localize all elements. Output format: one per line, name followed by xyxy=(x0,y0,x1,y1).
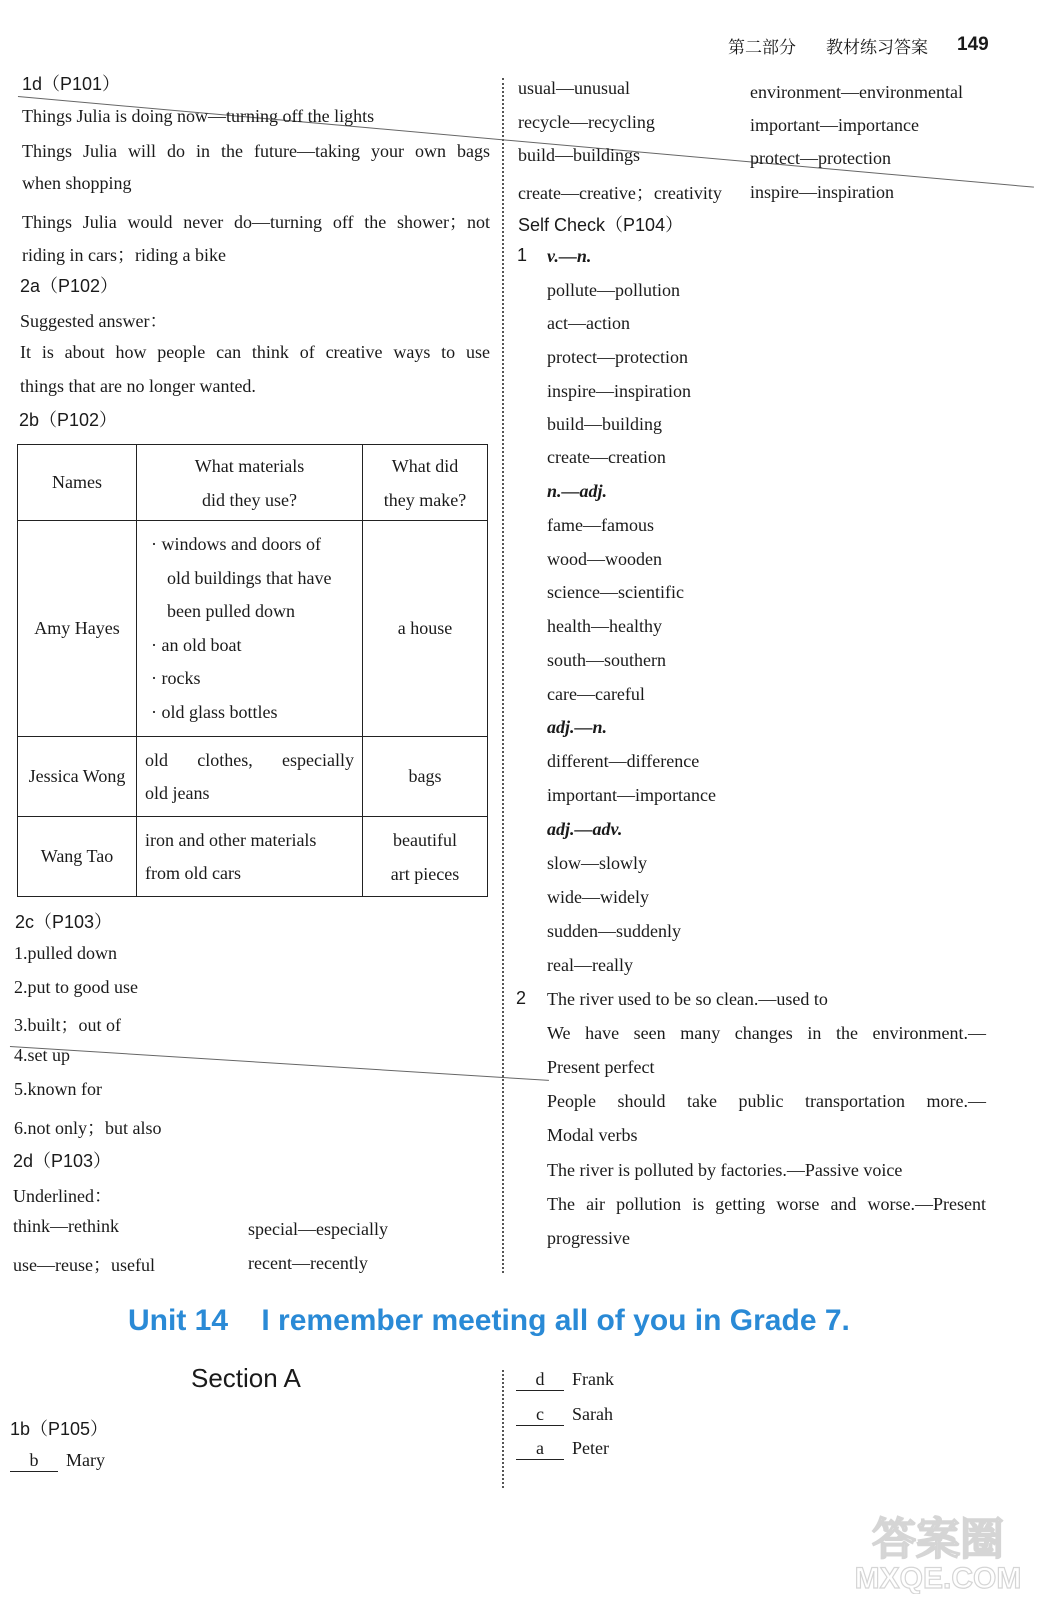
heading-2c: 2c（P103） xyxy=(15,912,113,932)
answer-blank: c xyxy=(516,1404,564,1426)
answer-line: 3.built；out of xyxy=(14,1015,121,1035)
row-name xyxy=(18,521,137,737)
sentence-line: We have seen many changes in the environment.— xyxy=(547,1023,986,1043)
item-number: 1 xyxy=(517,245,528,265)
section-title: Section A xyxy=(191,1363,301,1393)
text-line: It is about how people can think of creative ways to use xyxy=(20,342,490,362)
item-number: 2 xyxy=(516,988,527,1008)
answer-line: 5.known for xyxy=(14,1079,102,1099)
row-make-label: a house xyxy=(397,618,453,638)
word-pair: protect—protection xyxy=(750,148,891,168)
table-header-row xyxy=(18,445,488,521)
person-name: Peter xyxy=(572,1438,609,1458)
table-row xyxy=(18,737,488,817)
material-item: old buildings that have xyxy=(167,567,332,588)
material-item: · an old boat xyxy=(151,634,242,655)
category-label: adj.—n. xyxy=(547,717,608,737)
material-item: been pulled down xyxy=(167,601,295,621)
row-make-line2: art pieces xyxy=(390,863,460,884)
word-pair: build—building xyxy=(547,414,663,434)
heading-2d: 2d（P103） xyxy=(13,1151,112,1171)
row-make xyxy=(363,737,488,817)
word-pair: south—southern xyxy=(547,650,666,670)
answer-blank: a xyxy=(516,1438,564,1460)
row-name xyxy=(18,817,137,897)
sentence-line: Modal verbs xyxy=(547,1125,638,1145)
row-name-label: Jessica Wong xyxy=(28,766,126,786)
header-section: 第二部分 xyxy=(728,38,796,58)
sentence-line: Present perfect xyxy=(547,1057,655,1077)
word-pair: wide—widely xyxy=(547,887,649,907)
answer-blank: b xyxy=(10,1450,58,1472)
sentence-line: The river is polluted by factories.—Passive voice xyxy=(547,1160,903,1180)
header-materials-line1: What materials xyxy=(194,455,305,476)
word-pair: slow—slowly xyxy=(547,853,648,873)
word-pair: act—action xyxy=(547,313,630,333)
word-pair: different—difference xyxy=(547,751,700,771)
answer-line: 2.put to good use xyxy=(14,977,138,997)
watermark-bottom-text: MXQE.COM xyxy=(854,1562,1022,1594)
page-number: 149 xyxy=(957,34,989,55)
word-pair: science—scientific xyxy=(547,582,684,602)
category-label: n.—adj. xyxy=(547,481,608,501)
heading-2a: 2a（P102） xyxy=(20,276,119,296)
text-line: Suggested answer： xyxy=(20,311,168,331)
category-label: adj.—adv. xyxy=(547,819,623,839)
material-item: old jeans xyxy=(145,782,210,803)
sentence-line: The air pollution is getting worse and worse.—Present xyxy=(547,1194,986,1214)
text-line: things that are no longer wanted. xyxy=(20,376,256,396)
section-column-divider xyxy=(502,1370,504,1488)
answer-line: 6.not only；but also xyxy=(14,1118,162,1138)
text-line: Things Julia would never do—turning off the shower；not xyxy=(22,212,490,232)
row-materials xyxy=(137,817,363,897)
row-name xyxy=(18,737,137,817)
word-pair: environment—environmental xyxy=(750,82,963,102)
word-pair: create—creative；creativity xyxy=(518,183,722,203)
word-pair: use—reuse；useful xyxy=(13,1255,155,1275)
word-pair: think—rethink xyxy=(13,1216,119,1236)
text-line: when shopping xyxy=(22,173,132,193)
word-pair: special—especially xyxy=(248,1219,388,1239)
person-name: Sarah xyxy=(572,1404,613,1424)
word-pair: health—healthy xyxy=(547,616,662,636)
word-pair: inspire—inspiration xyxy=(547,381,691,401)
answer-row xyxy=(516,1369,614,1391)
category-label: v.—n. xyxy=(547,246,592,266)
header-names xyxy=(18,445,137,521)
word-pair: pollute—pollution xyxy=(547,280,680,300)
header-book-title: 教材练习答案 xyxy=(826,38,928,58)
text-line: riding in cars；riding a bike xyxy=(22,245,226,265)
heading-1d: 1d（P101） xyxy=(22,74,121,94)
header-names-label: Names xyxy=(52,472,102,492)
material-item: · rocks xyxy=(151,668,201,688)
word-pair: recent—recently xyxy=(248,1253,368,1273)
answer-row xyxy=(10,1450,105,1472)
header-make-line2: they make? xyxy=(383,489,467,510)
watermark-top-text: 答案圈 xyxy=(872,1514,1004,1565)
materials-table xyxy=(17,444,488,897)
row-name-label: Amy Hayes xyxy=(34,618,120,638)
person-name: Mary xyxy=(66,1450,105,1470)
word-pair: usual—unusual xyxy=(518,78,630,98)
answer-blank: d xyxy=(516,1369,564,1391)
row-materials xyxy=(137,521,363,737)
heading-2b: 2b（P102） xyxy=(19,410,118,430)
watermark-logo xyxy=(843,1502,1033,1594)
answer-row xyxy=(516,1404,613,1426)
answer-line: 1.pulled down xyxy=(14,943,117,963)
row-materials xyxy=(137,737,363,817)
sentence-line: progressive xyxy=(547,1228,630,1248)
sentence-line: The river used to be so clean.—used to xyxy=(547,989,828,1009)
material-item: · windows and doors of xyxy=(151,534,321,554)
word-pair: fame—famous xyxy=(547,515,654,535)
word-pair: create—creation xyxy=(547,447,666,467)
word-pair: care—careful xyxy=(547,684,645,704)
table-row xyxy=(18,521,488,737)
word-pair: important—importance xyxy=(750,115,919,135)
word-pair: important—importance xyxy=(547,785,716,805)
scan-artifact-line xyxy=(10,1046,549,1081)
column-divider xyxy=(502,78,504,1273)
row-make xyxy=(363,521,488,737)
word-pair: inspire—inspiration xyxy=(750,182,894,202)
text-line: Things Julia will do in the future—taking your own bags xyxy=(22,141,490,161)
word-pair: recycle—recycling xyxy=(518,112,655,132)
person-name: Frank xyxy=(572,1369,614,1389)
header-make-line1: What did xyxy=(391,455,459,476)
material-item: · old glass bottles xyxy=(151,701,278,722)
answer-row xyxy=(516,1438,609,1460)
word-pair: protect—protection xyxy=(547,347,688,367)
unit-title: Unit 14 I remember meeting all of you in Grade 7. xyxy=(128,1304,850,1337)
word-pair: wood—wooden xyxy=(547,549,662,569)
row-make-line1: beautiful xyxy=(393,829,457,850)
table-row xyxy=(18,817,488,897)
heading-1b: 1b（P105） xyxy=(10,1419,109,1439)
text-line: Things Julia is doing now—turning off the lights xyxy=(22,106,375,126)
row-make xyxy=(363,817,488,897)
answer-line: 4.set up xyxy=(14,1045,70,1065)
word-pair: sudden—suddenly xyxy=(547,921,681,941)
row-name-label: Wang Tao xyxy=(40,846,114,866)
heading-self-check: Self Check（P104） xyxy=(518,215,684,235)
material-item: iron and other materials xyxy=(145,829,317,850)
word-pair: real—really xyxy=(547,955,633,975)
sentence-line: People should take public transportation more.— xyxy=(547,1091,986,1111)
material-item: old clothes, especially xyxy=(145,749,354,770)
row-make-label: bags xyxy=(408,766,442,786)
material-item: from old cars xyxy=(145,862,241,883)
header-make xyxy=(363,445,488,521)
header-materials xyxy=(137,445,363,521)
header-materials-line2: did they use? xyxy=(202,489,297,510)
text-line: Underlined： xyxy=(13,1186,112,1206)
word-pair: build—buildings xyxy=(518,145,641,165)
